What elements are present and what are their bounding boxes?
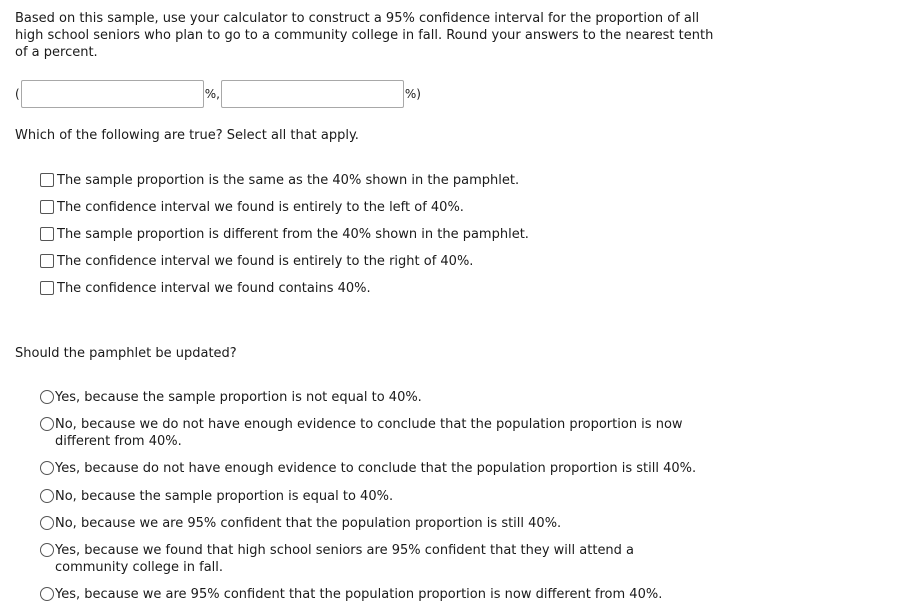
q2-option[interactable] bbox=[40, 515, 705, 532]
ci-upper-input[interactable] bbox=[221, 80, 404, 108]
q2-option[interactable] bbox=[40, 488, 705, 505]
open-paren: ( bbox=[15, 87, 20, 101]
q1-option[interactable] bbox=[40, 226, 707, 243]
radio-button[interactable] bbox=[40, 489, 54, 503]
q2-option-label: No, because we are 95% confident that the population proportion is still 40%. bbox=[55, 516, 562, 531]
checkbox[interactable] bbox=[40, 173, 54, 187]
ci-lower-input[interactable] bbox=[21, 80, 204, 108]
q2-option-label: No, because the sample proportion is equal to 40%. bbox=[55, 489, 394, 504]
q2-option[interactable] bbox=[40, 460, 705, 477]
checkbox[interactable] bbox=[40, 254, 54, 268]
radio-button[interactable] bbox=[40, 543, 54, 557]
q2-option-label: Yes, because we are 95% confident that the population proportion is now different from 40%. bbox=[55, 587, 663, 602]
radio-button[interactable] bbox=[40, 587, 54, 601]
q1-option-label: The sample proportion is different from the 40% shown in the pamphlet. bbox=[57, 227, 529, 242]
q1-option[interactable] bbox=[40, 253, 707, 270]
radio-button[interactable] bbox=[40, 516, 54, 530]
q2-option[interactable] bbox=[40, 586, 705, 603]
ci-close: %) bbox=[404, 87, 421, 101]
radio-button[interactable] bbox=[40, 461, 54, 475]
confidence-interval-row bbox=[15, 79, 422, 109]
q2-option[interactable] bbox=[40, 416, 705, 450]
q2-option[interactable] bbox=[40, 542, 705, 576]
q1-option[interactable] bbox=[40, 172, 707, 189]
q2-option[interactable] bbox=[40, 389, 705, 406]
q1-option-label: The confidence interval we found is entirely to the left of 40%. bbox=[57, 200, 464, 215]
q2-option-label: Yes, because do not have enough evidence to conclude that the population proportion is still 40%. bbox=[55, 461, 697, 476]
q1-prompt: Which of the following are true? Select all that apply. bbox=[15, 128, 359, 143]
q2-prompt: Should the pamphlet be updated? bbox=[15, 346, 237, 361]
intro-text: Based on this sample, use your calculator to construct a 95% confidence interval for the proportion of all high school seniors who plan to go to a community college in fall. Round your answers to the nearest tenth of a percent. bbox=[15, 11, 714, 60]
q2-option-label: Yes, because the sample proportion is not equal to 40%. bbox=[55, 390, 422, 405]
radio-button[interactable] bbox=[40, 390, 54, 404]
radio-button[interactable] bbox=[40, 417, 54, 431]
checkbox[interactable] bbox=[40, 200, 54, 214]
checkbox[interactable] bbox=[40, 281, 54, 295]
q2-option-label: Yes, because we found that high school seniors are 95% confident that they will attend a community college in fall. bbox=[55, 543, 635, 575]
q1-option-label: The confidence interval we found contains 40%. bbox=[57, 281, 371, 296]
ci-separator: %, bbox=[204, 87, 220, 101]
q1-option-label: The confidence interval we found is entirely to the right of 40%. bbox=[57, 254, 474, 269]
q1-option[interactable] bbox=[40, 280, 707, 297]
q2-option-label: No, because we do not have enough evidence to conclude that the population proportion is now different from 40%. bbox=[55, 417, 683, 449]
q1-option[interactable] bbox=[40, 199, 707, 216]
q1-option-label: The sample proportion is the same as the 40% shown in the pamphlet. bbox=[57, 173, 520, 188]
checkbox[interactable] bbox=[40, 227, 54, 241]
